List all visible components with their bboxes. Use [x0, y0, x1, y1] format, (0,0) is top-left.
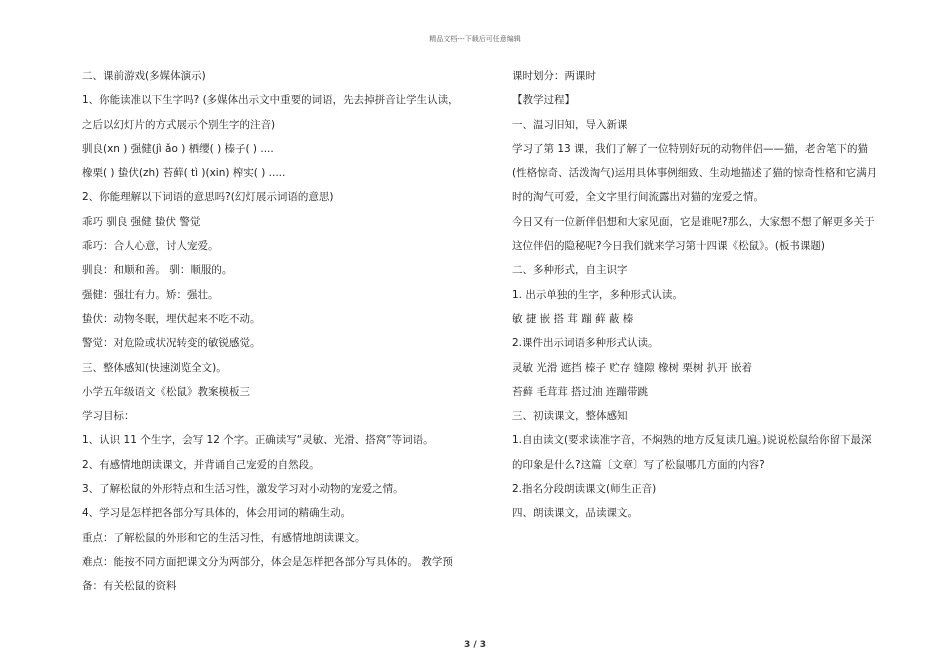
paragraph: 灵敏 光滑 遮挡 榛子 贮存 缝隙 橡树 栗树 扒开 嵌着 [512, 361, 753, 374]
page-number: 3 / 3 [463, 640, 487, 650]
paragraph: 一、温习旧知，导入新课 [512, 118, 628, 131]
paragraph: 橡栗( ) 蛰伏(zh) 苔藓( tì )(xin) 榨实( ) ..... [82, 167, 286, 180]
paragraph: 1、认识 11 个生字，会写 12 个字。正确读写“灵敏、光滑、搭窝”等词语。 [82, 434, 434, 447]
paragraph: 2.课件出示词语多种形式认读。 [512, 337, 659, 350]
paragraph: 2、有感情地朗读课文，并背诵自己宠爱的自然段。 [82, 458, 320, 471]
paragraph: 1. 出示单独的生字，多种形式认读。 [512, 288, 683, 301]
paragraph: 蛰伏：动物冬眠，埋伏起来不吃不动。 [82, 312, 261, 325]
paragraph: 难点：能按不同方面把课文分为两部分，体会是怎样把各部分写具体的。 教学预备：有关松鼠的资料 [82, 555, 453, 593]
page-header: 精品文档---下载后可任意编辑 [429, 35, 521, 43]
paragraph: 警觉：对危险或状况转变的敏锐感觉。 [82, 337, 261, 350]
paragraph: 乖巧：合人心意，讨人宠爱。 [82, 240, 219, 253]
paragraph: 课时划分：两课时 [512, 70, 596, 82]
paragraph: 1、你能读准以下生字吗? (多媒体出示文中重要的词语，先去掉拼音让学生认读，之后以幻灯片的方式展示个别生字的注音) [82, 94, 459, 131]
paragraph: 二、课前游戏(多媒体演示) [82, 70, 206, 82]
paragraph: 苔藓 毛茸茸 搭过油 连蹦带跳 [512, 385, 649, 398]
paragraph: 小学五年级语文《松鼠》教案模板三 [82, 385, 250, 398]
left-column [70, 64, 465, 599]
paragraph: 驯良：和顺和善。 驯：顺服的。 [82, 264, 233, 277]
paragraph: 三、初读课文，整体感知 [512, 410, 628, 423]
paragraph: 学习目标： [82, 410, 135, 423]
paragraph: 2、你能理解以下词语的意思吗?(幻灯展示词语的意思) [82, 191, 334, 204]
paragraph: 乖巧 驯良 强健 蛰伏 警觉 [82, 215, 201, 228]
paragraph: 今日又有一位新伴侣想和大家见面，它是谁呢?那么，大家想不想了解更多关于这位伴侣的隐秘呢?今日我们就来学习第十四课《松鼠》。(板书课题) [512, 215, 875, 253]
paragraph: 驯良(xn ) 强健(jì ǎo ) 栖缨( ) 榛子( ) .... [82, 142, 274, 155]
paragraph: 二、多种形式，自主识字 [512, 264, 628, 277]
paragraph: 2.指名分段朗读课文(师生正音) [512, 483, 657, 496]
paragraph: 1.自由读文(要求读准字音，不焖熟的地方反复读几遍。)说说松鼠给你留下最深的印象是什么?这篇〔文章〕写了松鼠哪几方面的内容? [512, 434, 872, 471]
paragraph: 三、整体感知(快速浏览全文)。 [82, 361, 227, 374]
paragraph: 四、朗读课文，品读课文。 [512, 507, 638, 520]
paragraph: 强健：强壮有力。矫：强壮。 [82, 288, 219, 301]
paragraph: 3、了解松鼠的外形特点和生活习性，激发学习对小动物的宠爱之情。 [82, 483, 404, 496]
right-column [500, 64, 880, 526]
paragraph: 【教学过程】 [512, 94, 575, 107]
paragraph: 4、学习是怎样把各部分写具体的，体会用词的精确生动。 [82, 507, 352, 520]
paragraph: 敏 捷 嵌 搭 茸 蹦 藓 蔽 榛 [512, 312, 634, 325]
paragraph: 学习了第 13 课，我们了解了一位特别好玩的动物伴侣——猫，老舍笔下的猫(性格惊奇、活泼淘气)运用具体事例细致、生动地描述了猫的惊奇性格和它满月时的淘气可爱，全文字里行间流露出对猫的宠爱之情。 [512, 142, 878, 204]
paragraph: 重点：了解松鼠的外形和它的生活习性，有感情地朗读课文。 [82, 531, 366, 544]
